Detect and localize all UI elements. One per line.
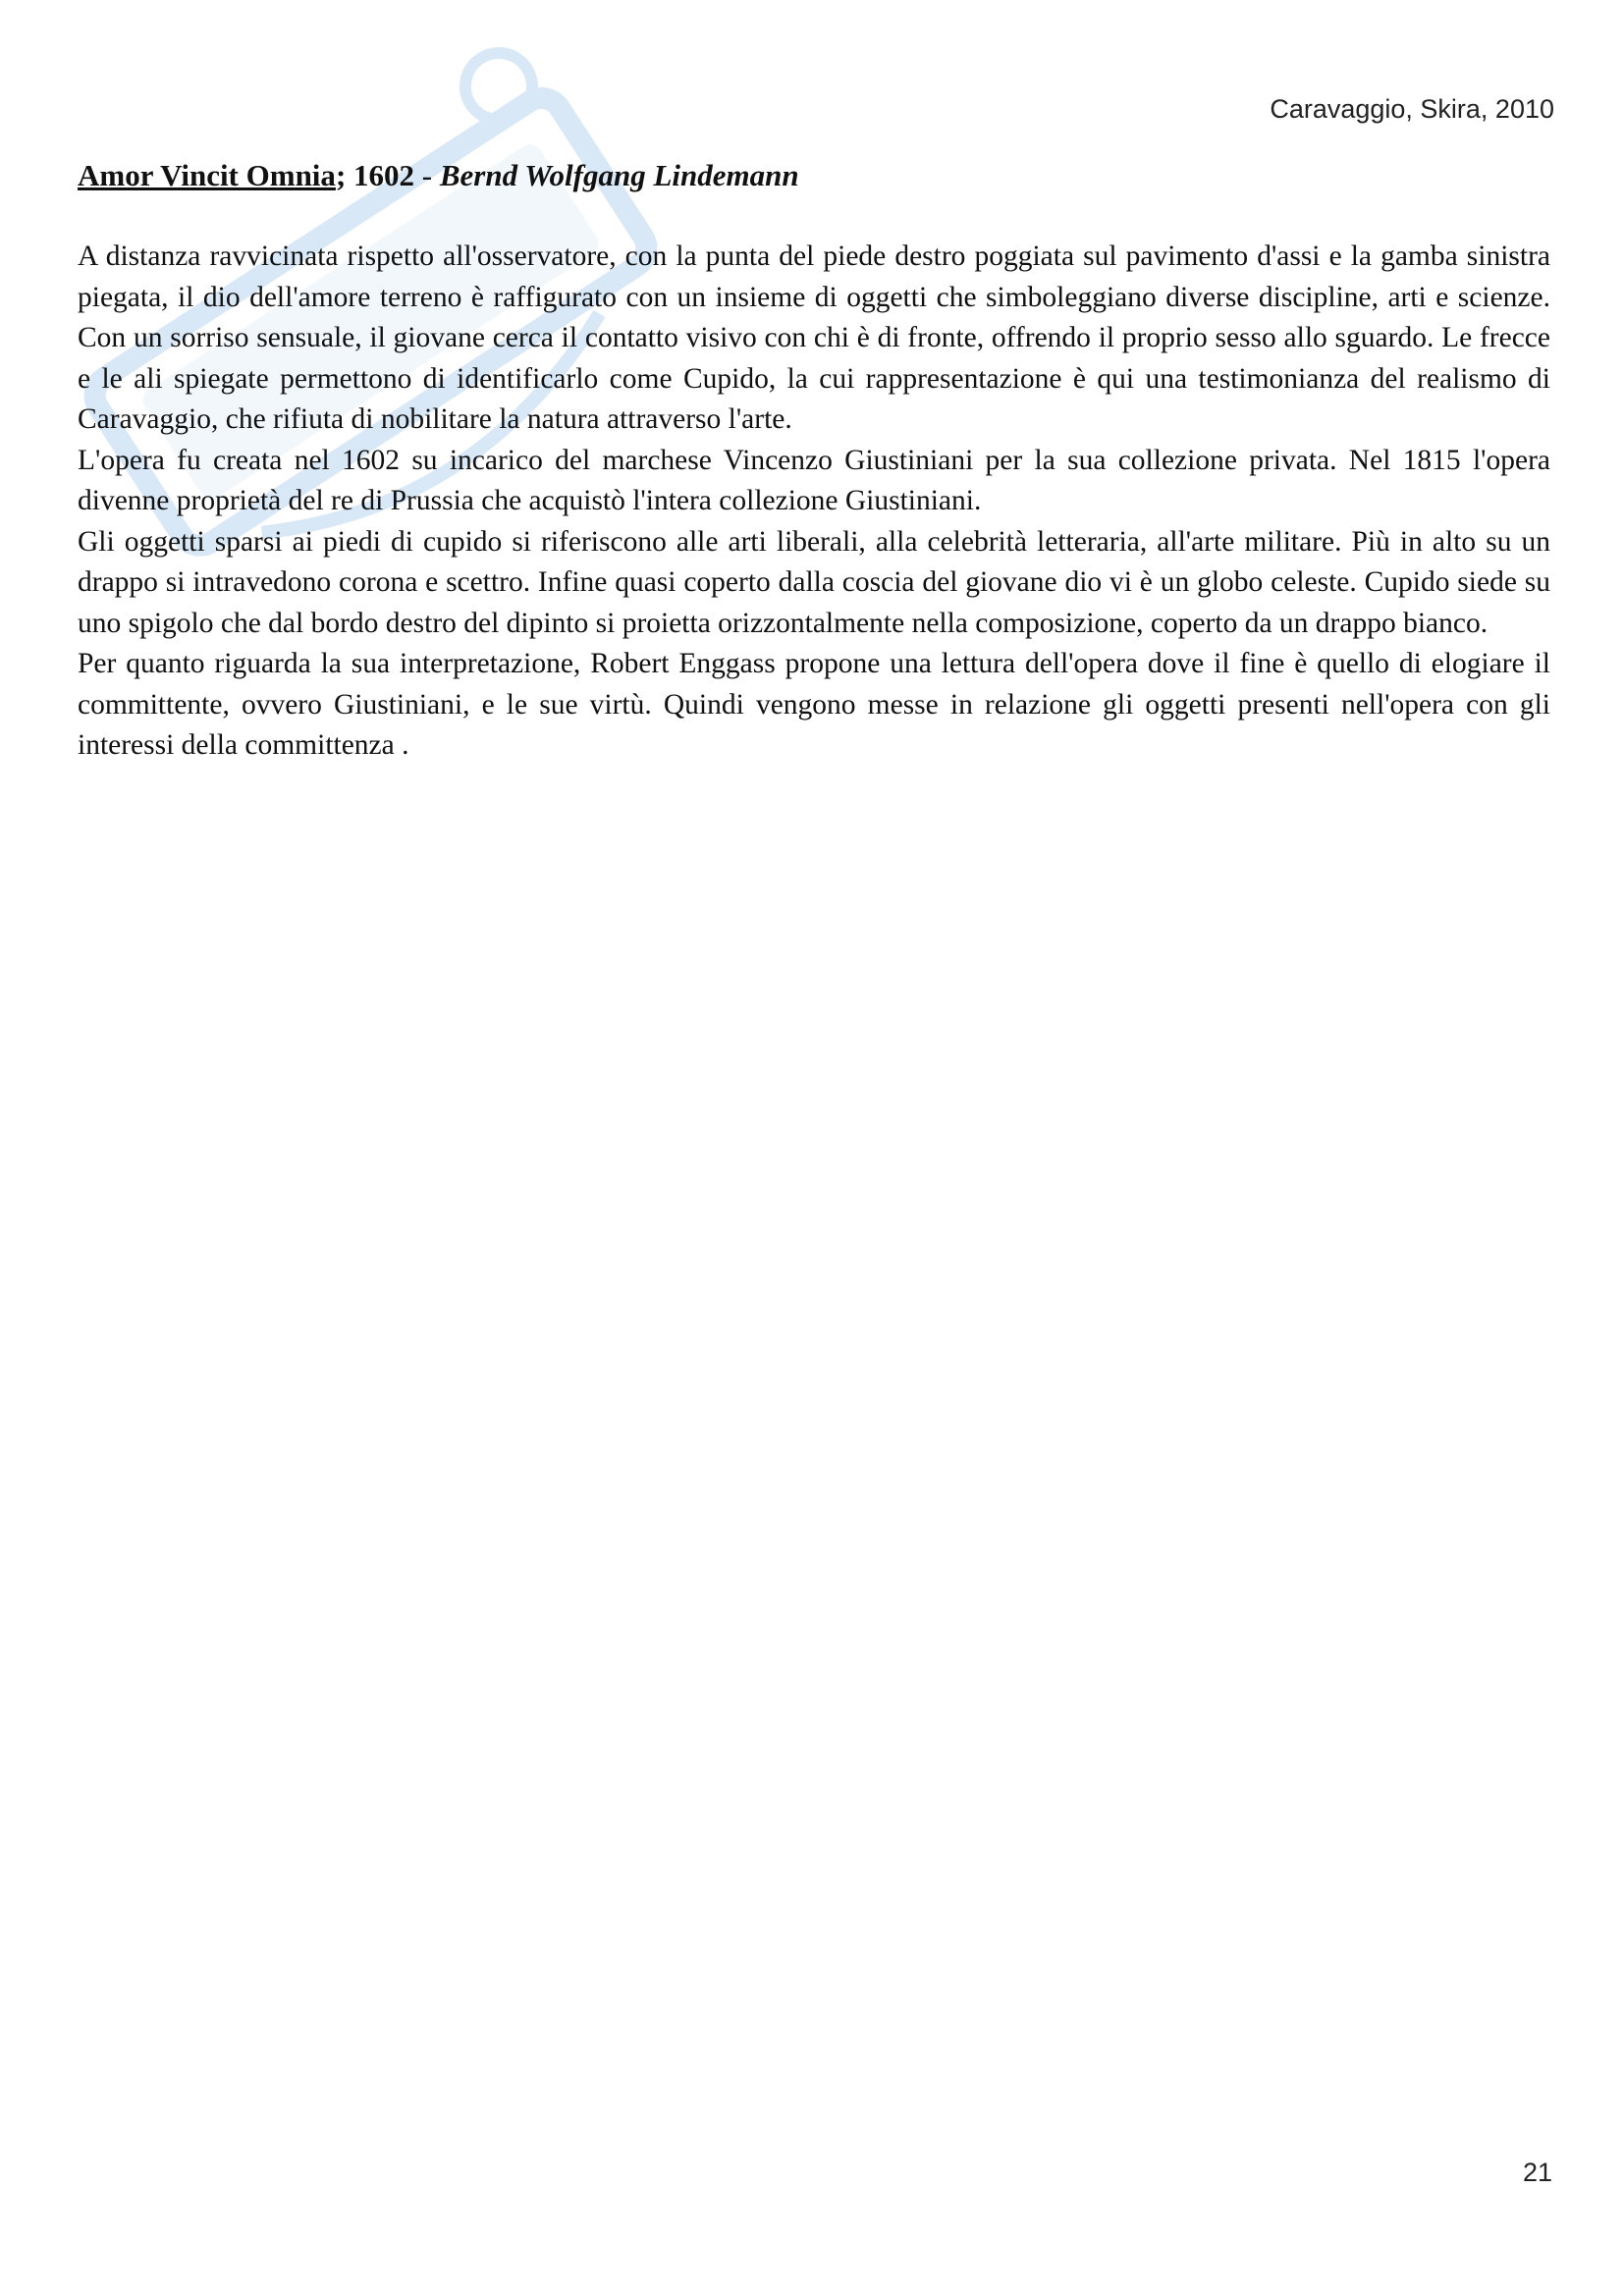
title-year: ; 1602	[335, 158, 415, 192]
paragraph-interpretation: Per quanto riguarda la sua interpretazione, Robert Enggass propone una lettura dell'opera dove il fine è quello di elogiare il committente, ovvero Giustiniani, e le sue virtù. Quindi vengono messe in relazione gli oggetti presenti nell'opera con gli interessi della committenza .	[78, 648, 1550, 762]
title-author: Bernd Wolfgang Lindemann	[439, 158, 799, 192]
article-title	[78, 157, 1550, 193]
article	[78, 157, 1550, 767]
paragraph-description: A distanza ravvicinata rispetto all'osservatore, con la punta del piede destro poggiata sul pavimento d'assi e la gamba sinistra piegata, il dio dell'amore terreno è raffigurato con un insieme di oggetti che simboleggiano diverse discipline, arti e scienze. Con un sorriso sensuale, il giovane cerca il contatto visivo con chi è di fronte, offrendo il proprio sesso allo sguardo. Le frecce e le ali spiegate permettono di identificarlo come Cupido, la cui rappresentazione è qui una testimonianza del realismo di Caravaggio, che rifiuta di nobilitare la natura attraverso l'arte.	[78, 240, 1550, 436]
running-header: Caravaggio, Skira, 2010	[1270, 94, 1554, 124]
paragraph-provenance: L'opera fu creata nel 1602 su incarico del marchese Vincenzo Giustiniani per la sua collezione privata. Nel 1815 l'opera divenne proprietà del re di Prussia che acquistò l'intera collezione Giustiniani.	[78, 444, 1550, 517]
title-work: Amor Vincit Omnia	[78, 158, 336, 192]
title-separator: -	[414, 158, 440, 192]
page-number: 21	[1522, 2158, 1552, 2187]
paragraph-objects: Gli oggetti sparsi ai piedi di cupido si riferiscono alle arti liberali, alla celebrità letteraria, all'arte militare. Più in alto su un drappo si intravedono corona e scettro. Infine quasi coperto dalla coscia del giovane dio vi è un globo celeste. Cupido siede su uno spigolo che dal bordo destro del dipinto si proietta orizzontalmente nella composizione, coperto da un drappo bianco.	[78, 525, 1550, 639]
